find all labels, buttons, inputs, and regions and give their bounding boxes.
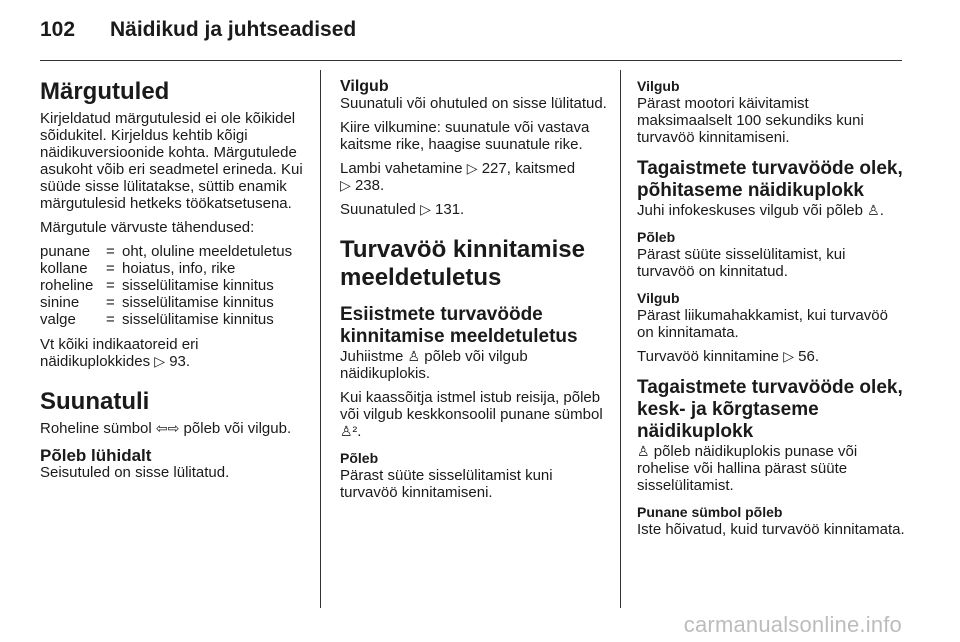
column-2	[340, 78, 608, 508]
paragraph: ♙ põleb näidikuplokis punase või rohelise või hallina pärast süüte sisselülitamist.	[637, 443, 858, 494]
subheading: Põleb	[637, 229, 676, 245]
paragraph: Kirjeldatud märgutulesid ei ole kõikidel sõidukitel. Kirjeldus kehtib kõigi näidikuversioonide kohta. Märgutulede asukoht võib eri seadmetel erineda. Kui süüde sisse lülitatakse, süttib enamik märgutulesid hetkeks töökatsetusena.	[40, 110, 303, 212]
subheading: Põleb	[340, 450, 379, 466]
column-3	[637, 78, 907, 545]
subsection-heading: Tagaistmete turvavööde olek, põhitaseme näidikuplokk	[637, 158, 903, 201]
table-row: roheline = sisselülitamise kinnitus	[40, 277, 274, 294]
seatbelt-icon: ♙	[637, 443, 650, 459]
subheading: Vilgub	[340, 78, 389, 95]
subheading: Vilgub	[637, 78, 680, 94]
paragraph: Märgutule värvuste tähendused:	[40, 219, 255, 236]
section-heading: Suunatuli	[40, 388, 150, 415]
table-row: punane = oht, oluline meeldetuletus	[40, 243, 293, 260]
column-1	[40, 78, 308, 488]
paragraph: Juhi infokeskuses vilgub või põleb ♙.	[637, 202, 884, 219]
subheading: Vilgub	[637, 290, 680, 306]
page-header	[40, 18, 356, 42]
table-row: kollane = hoiatus, info, rike	[40, 260, 236, 277]
color-table	[40, 243, 292, 328]
header-rule	[40, 60, 902, 61]
turn-signal-icon: ⇦⇨	[155, 420, 180, 436]
paragraph: Juhiistme ♙ põleb või vilgub näidikuplokis.	[340, 348, 528, 382]
ref-arrow-icon: ▷	[783, 348, 794, 364]
paragraph: Kiire vilkumine: suunatule või vastava kaitsme rike, haagise suunatule rike.	[340, 119, 590, 153]
subsection-heading: Tagaistmete turvavööde olek, kesk- ja kõrgtaseme näidikuplokk	[637, 377, 903, 442]
watermark: carmanualsonline.info	[683, 612, 902, 637]
paragraph: Kui kaassõitja istmel istub reisija, põleb või vilgub keskkonsoolil punane sümbol ♙².	[340, 389, 603, 440]
table-row: sinine = sisselülitamise kinnitus	[40, 294, 274, 311]
seatbelt-icon: ♙	[867, 202, 880, 218]
paragraph: Pärast liikumahakkamist, kui turvavöö on kinnitamata.	[637, 307, 888, 341]
seatbelt-icon: ♙	[407, 348, 421, 364]
paragraph: Vt kõiki indikaatoreid eri näidikuplokkides ▷ 93.	[40, 336, 199, 370]
ref-arrow-icon: ▷	[420, 201, 431, 217]
section-heading: Turvavöö kinnitamise meeldetuletus	[340, 236, 585, 291]
ref-arrow-icon: ▷	[340, 177, 351, 193]
column-divider	[620, 70, 621, 608]
ref-arrow-icon: ▷	[466, 160, 478, 176]
subheading: Põleb lühidalt	[40, 446, 152, 465]
paragraph: Seisutuled on sisse lülitatud.	[40, 464, 230, 481]
paragraph: Pärast süüte sisselülitamist kuni turvavöö kinnitamiseni.	[340, 467, 553, 501]
page-title: Näidikud ja juhtseadised	[110, 18, 357, 41]
paragraph: Suunatuli või ohutuled on sisse lülitatud.	[340, 95, 607, 112]
section-heading: Märgutuled	[40, 78, 170, 105]
column-divider	[320, 70, 321, 608]
paragraph: Turvavöö kinnitamine ▷ 56.	[637, 348, 819, 365]
paragraph: Iste hõivatud, kuid turvavöö kinnitamata.	[637, 521, 905, 538]
subsection-heading: Esiistmete turvavööde kinnitamise meeldetuletus	[340, 304, 578, 347]
seatbelt-passenger-icon: ♙²	[340, 423, 358, 439]
ref-arrow-icon: ▷	[154, 353, 166, 369]
paragraph: Pärast mootori käivitamist maksimaalselt 100 sekundiks kuni turvavöö kinnitamiseni.	[637, 95, 864, 146]
table-row: valge = sisselülitamise kinnitus	[40, 311, 274, 328]
paragraph: Pärast süüte sisselülitamist, kui turvavöö on kinnitatud.	[637, 246, 846, 280]
page-number: 102	[40, 18, 76, 41]
paragraph: Lambi vahetamine ▷ 227, kaitsmed ▷ 238.	[340, 160, 576, 194]
paragraph: Suunatuled ▷ 131.	[340, 201, 465, 218]
paragraph: Roheline sümbol ⇦⇨ põleb või vilgub.	[40, 420, 292, 437]
subheading: Punane sümbol põleb	[637, 504, 783, 520]
